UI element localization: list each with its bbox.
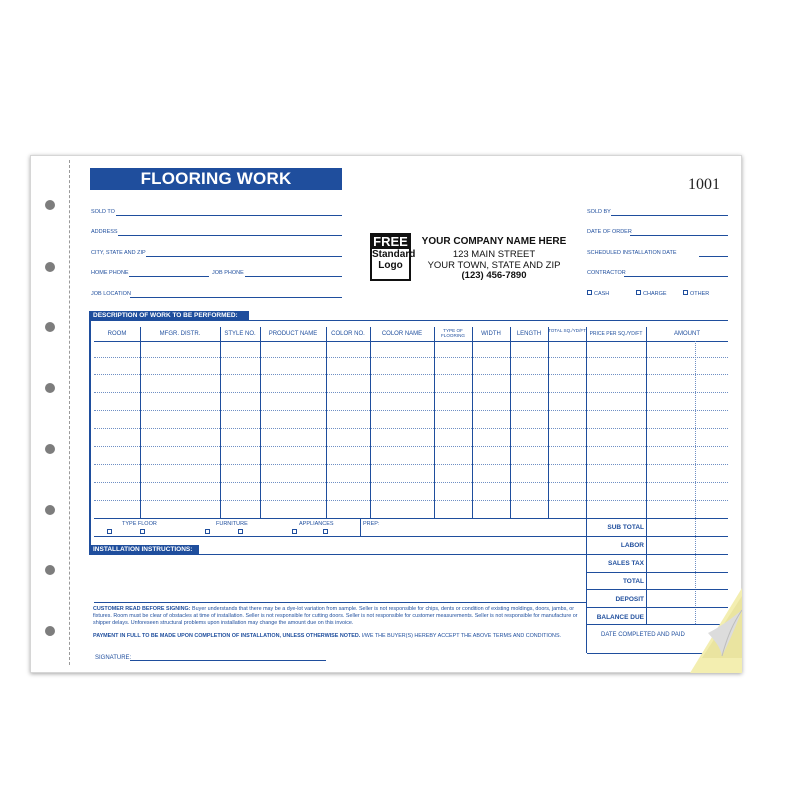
column-header: COLOR NO. <box>331 331 365 337</box>
address-label: ADDRESS <box>91 229 118 235</box>
table-row[interactable] <box>94 428 728 429</box>
logo-logo-text: Logo <box>378 260 403 271</box>
sold-by-field[interactable] <box>611 215 728 216</box>
column-header: LENGTH <box>516 331 542 337</box>
punch-hole <box>45 322 55 332</box>
column-header: ROOM <box>107 331 127 337</box>
column-header: PRODUCT NAME <box>268 331 318 337</box>
table-row[interactable] <box>94 357 728 358</box>
column-header: TYPE OF FLOORING <box>441 328 465 338</box>
deposit-label: DEPOSIT <box>615 596 644 603</box>
payment-terms: PAYMENT IN FULL TO BE MADE UPON COMPLETION OF INSTALLATION, UNLESS OTHERWISE NOTED. <box>93 633 361 639</box>
appliances-checkbox-1[interactable] <box>292 529 297 534</box>
type-floor-checkbox-2[interactable] <box>140 529 145 534</box>
type-row-rule <box>94 536 586 537</box>
column-header: COLOR NAME <box>381 331 423 337</box>
scheduled-installation-date-label: SCHEDULED INSTALLATION DATE <box>587 250 677 256</box>
punch-hole <box>45 383 55 393</box>
column-divider <box>220 327 221 519</box>
column-header: STYLE NO. <box>224 331 256 337</box>
punch-hole <box>45 444 55 454</box>
cash-label: CASH <box>594 291 610 297</box>
column-divider <box>434 327 435 519</box>
job-location-field[interactable] <box>130 297 342 298</box>
punch-hole <box>45 262 55 272</box>
furniture-checkbox-1[interactable] <box>205 529 210 534</box>
terms-heading: CUSTOMER READ BEFORE SIGNING: <box>93 606 191 612</box>
furniture-label: FURNITURE <box>216 521 248 527</box>
logo-free-text: FREE <box>373 234 408 249</box>
type-floor-checkbox-1[interactable] <box>107 529 112 534</box>
signature-label: SIGNATURE: <box>95 655 132 661</box>
date-completed-label: DATE COMPLETED AND PAID <box>601 632 685 638</box>
home-phone-label: HOME PHONE <box>91 270 129 276</box>
header-rule <box>94 341 728 342</box>
column-header: WIDTH <box>481 331 501 337</box>
table-row[interactable] <box>94 392 728 393</box>
invoice-number: 1001 <box>688 176 720 193</box>
total-label: TOTAL <box>622 578 644 585</box>
company-city: YOUR TOWN, STATE AND ZIP <box>427 260 561 271</box>
column-divider <box>260 327 261 519</box>
table-row[interactable] <box>94 374 728 375</box>
perforation-line <box>69 160 70 665</box>
address-field[interactable] <box>118 235 342 236</box>
home-phone-field[interactable] <box>129 276 209 277</box>
labor-label: LABOR <box>620 542 644 549</box>
column-divider <box>548 327 549 519</box>
contractor-label: CONTRACTOR <box>587 270 626 276</box>
company-phone: (123) 456-7890 <box>461 270 527 281</box>
table-row[interactable] <box>94 446 728 447</box>
payment-text <box>93 633 581 640</box>
table-row[interactable] <box>94 410 728 411</box>
type-floor-label: TYPE FLOOR <box>122 521 157 527</box>
accept-terms: I/WE THE BUYER(S) HEREBY ACCEPT THE ABOVE TERMS AND CONDITIONS. <box>361 633 562 639</box>
contractor-field[interactable] <box>624 276 728 277</box>
sales-tax-label: SALES TAX <box>608 560 644 567</box>
job-phone-label: JOB PHONE <box>212 270 244 276</box>
scheduled-installation-date-field[interactable] <box>699 256 728 257</box>
work-section-rule <box>89 320 728 321</box>
sub-total-label: SUB TOTAL <box>607 524 644 531</box>
job-location-label: JOB LOCATION <box>91 291 131 297</box>
charge-label: CHARGE <box>643 291 667 297</box>
company-name: YOUR COMPANY NAME HERE <box>421 236 567 247</box>
work-section-title: DESCRIPTION OF WORK TO BE PERFORMED: <box>89 311 249 320</box>
sold-by-label: SOLD BY <box>587 209 611 215</box>
other-checkbox[interactable] <box>683 290 688 295</box>
table-row[interactable] <box>94 500 728 501</box>
company-street: 123 MAIN STREET <box>452 249 536 260</box>
punch-hole <box>45 200 55 210</box>
punch-hole <box>45 626 55 636</box>
appliances-checkbox-2[interactable] <box>323 529 328 534</box>
job-phone-field[interactable] <box>245 276 342 277</box>
column-header: AMOUNT <box>674 331 700 337</box>
column-divider <box>472 327 473 519</box>
column-divider <box>646 327 647 624</box>
date-of-order-field[interactable] <box>630 235 728 236</box>
balance-due-label: BALANCE DUE <box>596 614 644 621</box>
logo-standard-text: Standard <box>372 249 416 260</box>
work-section-left-rule <box>89 311 91 554</box>
totals-rule <box>586 554 728 555</box>
column-header: MFGR. DISTR. <box>159 331 201 337</box>
city-state-zip-label: CITY, STATE AND ZIP <box>91 250 146 256</box>
form-title: FLOORING WORK ORDER/INVOICE <box>90 168 342 190</box>
sold-to-label: SOLD TO <box>91 209 115 215</box>
terms-body: Buyer understands that there may be a dye-lot variation from sample. Seller is not responsible for chips, dents or condition of existing moldings, doors, jambs, or fixtures. Room must be clear of obstacles at time of installation. Seller is not responsible for cutting doors. Seller is not responsible for customer measurements. Seller is not responsible for manufacture or shipper delays. Unforeseen structural problems upon installation may change the amount due on this invoice. <box>93 606 578 626</box>
installation-rule <box>89 554 586 555</box>
terms-text <box>93 606 581 627</box>
column-divider <box>140 327 141 519</box>
furniture-checkbox-2[interactable] <box>238 529 243 534</box>
cash-checkbox[interactable] <box>587 290 592 295</box>
table-bottom-rule <box>94 518 728 519</box>
column-divider <box>510 327 511 519</box>
table-row[interactable] <box>94 464 728 465</box>
column-divider <box>370 327 371 519</box>
totals-rule <box>586 572 728 573</box>
punch-hole <box>45 565 55 575</box>
column-divider <box>586 327 587 653</box>
prep-divider <box>360 519 361 536</box>
city-state-zip-field[interactable] <box>146 256 342 257</box>
table-row[interactable] <box>94 482 728 483</box>
signature-field[interactable] <box>130 660 326 661</box>
installation-title: INSTALLATION INSTRUCTIONS: <box>89 545 199 554</box>
column-header: TOTAL SQ./YD/FT <box>548 328 586 333</box>
installation-bottom-rule <box>94 602 586 603</box>
other-label: OTHER <box>690 291 710 297</box>
charge-checkbox[interactable] <box>636 290 641 295</box>
column-header: PRICE PER SQ./YD/FT <box>589 331 643 337</box>
sold-to-field[interactable] <box>116 215 342 216</box>
totals-rule <box>586 536 728 537</box>
prep-label: PREP: <box>363 521 380 527</box>
appliances-label: APPLIANCES <box>299 521 334 527</box>
column-divider <box>326 327 327 519</box>
punch-hole <box>45 505 55 515</box>
free-standard-logo <box>370 233 416 281</box>
page-curl <box>690 588 742 673</box>
date-of-order-label: DATE OF ORDER <box>587 229 632 235</box>
